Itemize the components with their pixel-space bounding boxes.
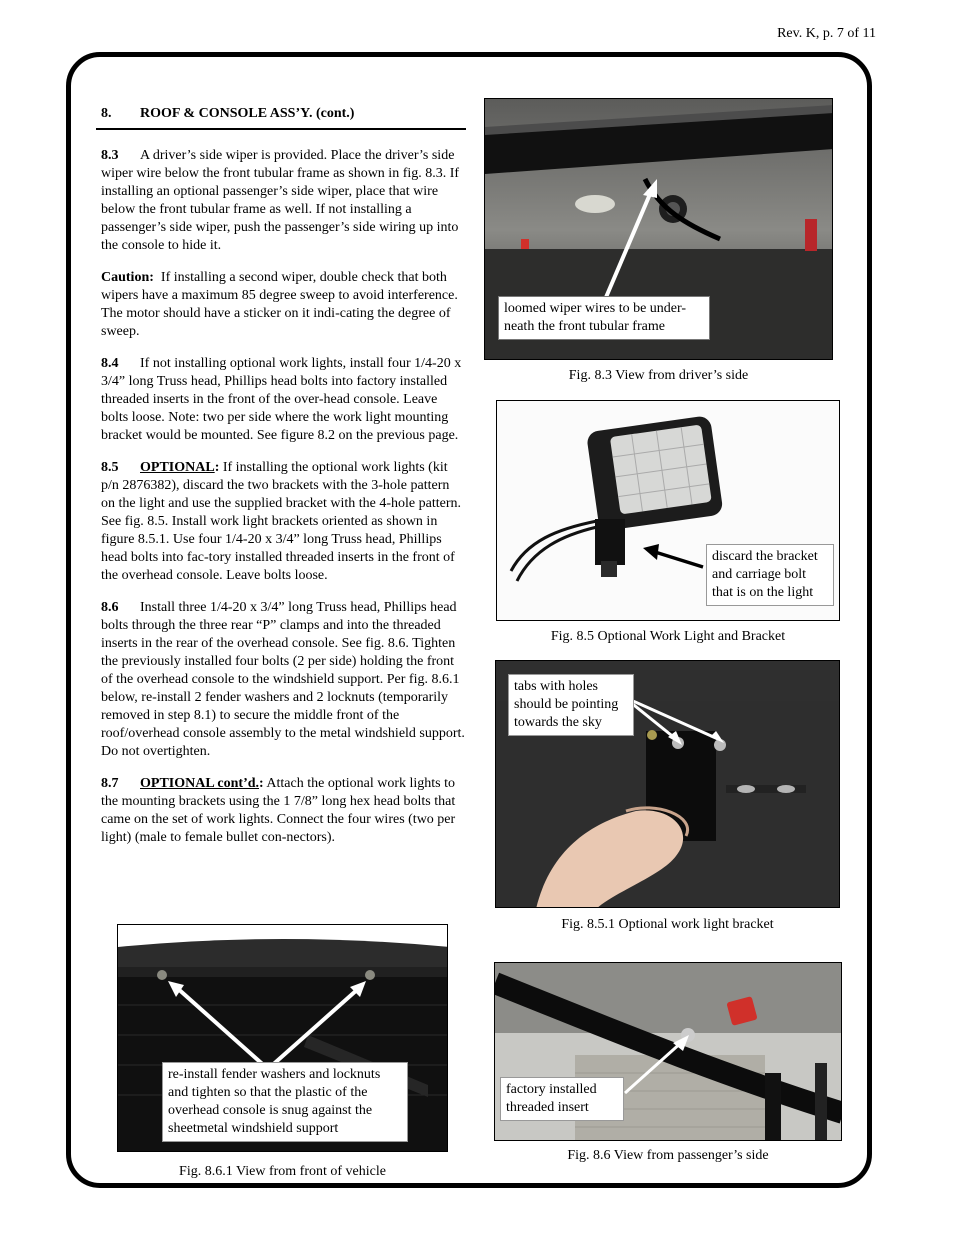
label-colon: : [214,460,220,475]
fig-8-5-1-caption: Fig. 8.5.1 Optional work light bracket [561,917,774,932]
step-number: 8.7 [101,776,119,791]
section-heading [101,105,466,129]
step-8-7 [101,775,466,847]
fig-8-6-callout: factory installed threaded insert [500,1077,624,1121]
label-colon: : [259,776,264,791]
step-8-3 [101,147,466,255]
caution-label: Caution: [101,270,154,285]
section-title: ROOF & CONSOLE ASS’Y. (cont.) [140,106,355,121]
step-number: 8.5 [101,460,119,475]
fig-8-5-callout: discard the bracket and carriage bolt that is on the light [706,544,834,606]
revision-label: Rev. K, p. 7 of 11 [777,26,876,41]
step-number: 8.4 [101,356,119,371]
optional-label: OPTIONAL [140,460,215,475]
step-text: Install three 1/4-20 x 3/4” long Truss head, Phillips head bolts through the three rear “P” clamps and into the threaded inserts in the rear of the overhead console. See fig. 8.6. Tighten the previously installed four bolts (2 per side) holding the front of the overhead console to the windshield support. Per fig. 8.6.1 below, re-install 2 fender washers and 2 locknuts (temporarily removed in step 8.1) to secure the middle front of the roof/overhead console assembly to the metal windshield support. Do not overtighten. [101,600,465,759]
step-number: 8.6 [101,600,119,615]
step-text: A driver’s side wiper is provided. Place the driver’s side wiper wire below the front tubular frame as shown in fig. 8.3. If installing an optional passenger’s side wiper, place that wire below the front tubular frame as well. If not installing a passenger’s side wiper, push the passenger’s side wiring up into the console to hide it. [101,148,460,253]
fig-8-5-1-callout: tabs with holes should be pointing towards the sky [508,674,634,736]
caution-text: If installing a second wiper, double check that both wipers have a maximum 85 degree sweep to avoid interference. The motor should have a sticker on it indi-cating the degree of sweep. [101,270,458,339]
section-number: 8. [101,106,112,121]
optional-label: OPTIONAL cont’d. [140,776,260,791]
fig-8-6-caption: Fig. 8.6 View from passenger’s side [567,1148,769,1163]
fig-8-6-1-caption: Fig. 8.6.1 View from front of vehicle [179,1164,386,1179]
step-text: If installing the optional work lights (kit p/n 2876382), discard the two brackets with the 3-hole pattern on the light and use the supplied bracket with the 4-hole pattern. See fig. 8.5. Install work light brackets oriented as shown in figure 8.5.1. Use four 1/4-20 x 3/4” long Truss head, Phillips head bolts into fac-tory installed threaded inserts in the front of the overhead console. Leave bolts loose. [101,460,462,583]
fig-8-3-callout: loomed wiper wires to be under-neath the front tubular frame [498,296,710,340]
step-8-5 [101,459,466,585]
step-8-6 [101,599,466,761]
instructions-column [101,105,466,847]
fig-8-5-caption: Fig. 8.5 Optional Work Light and Bracket [550,629,786,644]
step-number: 8.3 [101,148,119,163]
caution-note [101,269,466,341]
fig-8-3-caption: Fig. 8.3 View from driver’s side [568,368,749,383]
section-rule [96,128,466,130]
fig-8-6-1-callout: re-install fender washers and locknuts and tighten so that the plastic of the overhead console is snug against the sheetmetal windshield support [162,1062,408,1142]
step-text: If not installing optional work lights, install four 1/4-20 x 3/4” long Truss head, Phillips head bolts into factory installed threaded inserts in the front of the over-head console. Leave bolts loose. Note: two per side where the work light mounting bracket would be mounted. See figure 8.2 on the previous page. [101,356,462,443]
step-8-4 [101,355,466,445]
step-text: Attach the optional work lights to the mounting brackets using the 1 7/8” long hex head bolts that came on the set of work lights. Connect the four wires (two per light) (male to female bullet con-nectors). [101,776,456,845]
